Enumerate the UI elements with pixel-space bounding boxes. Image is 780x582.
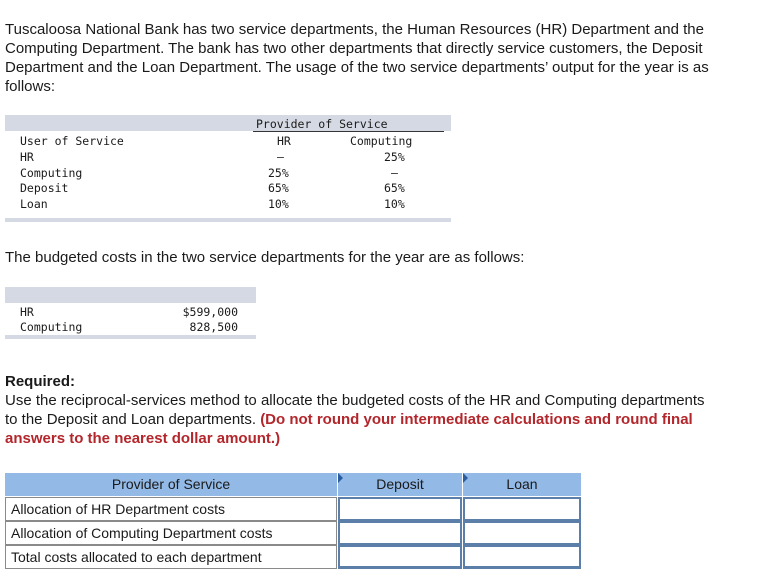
computing-allocation-deposit-input[interactable] (338, 521, 462, 545)
required-title: Required: (5, 373, 76, 390)
cell-marker-icon (463, 473, 468, 483)
table-header-band (5, 287, 256, 303)
total-deposit-input[interactable] (338, 545, 462, 569)
intro-line-2: Computing Department. The bank has two other departments that directly service customers, the Deposit (5, 40, 703, 57)
cell-computing-computing: – (391, 166, 398, 180)
required-line-3: answers to the nearest dollar amount.) (5, 430, 281, 447)
hr-allocation-deposit-input[interactable] (338, 497, 462, 521)
budget-value-hr: $599,000 (182, 305, 238, 319)
cell-hr-computing: 25% (384, 150, 405, 164)
required-instructions (5, 372, 705, 448)
service-usage-table (5, 115, 451, 222)
header-deposit: Deposit (338, 473, 462, 496)
intro-line-4: follows: (5, 78, 56, 95)
row-label-hr-allocation: Allocation of HR Department costs (5, 497, 337, 521)
header-provider-of-service: Provider of Service (5, 473, 337, 496)
required-line-1: Use the reciprocal-services method to allocate the budgeted costs of the HR and Computing departments (5, 392, 705, 409)
row-user-loan: Loan (20, 197, 48, 211)
computing-allocation-loan-input[interactable] (463, 521, 581, 545)
required-line-2-plain: to the Deposit and Loan departments. (5, 411, 257, 428)
cell-hr-hr: – (277, 150, 284, 164)
header-loan: Loan (463, 473, 581, 496)
provider-of-service-header: Provider of Service (256, 117, 388, 131)
cell-marker-icon (338, 473, 343, 483)
intro-line-1: Tuscaloosa National Bank has two service departments, the Human Resources (HR) Department and the (5, 21, 704, 38)
intro-line-3: Department and the Loan Department. The usage of the two service departments’ output for the year is as (5, 59, 709, 76)
cell-loan-computing: 10% (384, 197, 405, 211)
cell-deposit-computing: 65% (384, 181, 405, 195)
row-user-deposit: Deposit (20, 181, 69, 195)
total-loan-input[interactable] (463, 545, 581, 569)
cell-deposit-hr: 65% (268, 181, 289, 195)
required-line-2-red: (Do not round your intermediate calculations and round final (260, 411, 693, 428)
required-line-2 (5, 410, 705, 429)
budget-intro-text: The budgeted costs in the two service departments for the year are as follows: (5, 249, 525, 266)
budget-value-computing: 828,500 (189, 320, 238, 334)
hr-allocation-loan-input[interactable] (463, 497, 581, 521)
cell-computing-hr: 25% (268, 166, 289, 180)
table-footer-band (5, 218, 451, 222)
row-user-computing: Computing (20, 166, 83, 180)
col-header-hr: HR (277, 134, 291, 148)
problem-intro (5, 20, 780, 96)
header-divider (253, 131, 444, 132)
row-label-computing-allocation: Allocation of Computing Department costs (5, 521, 337, 545)
col-header-computing: Computing (350, 134, 413, 148)
cell-loan-hr: 10% (268, 197, 289, 211)
row-user-hr: HR (20, 150, 34, 164)
col-header-user: User of Service (20, 134, 124, 148)
budgeted-costs-table (5, 287, 256, 339)
budget-label-hr: HR (20, 305, 34, 319)
row-label-total-allocated: Total costs allocated to each department (5, 545, 337, 569)
table-footer-band (5, 335, 256, 339)
budget-label-computing: Computing (20, 320, 83, 334)
